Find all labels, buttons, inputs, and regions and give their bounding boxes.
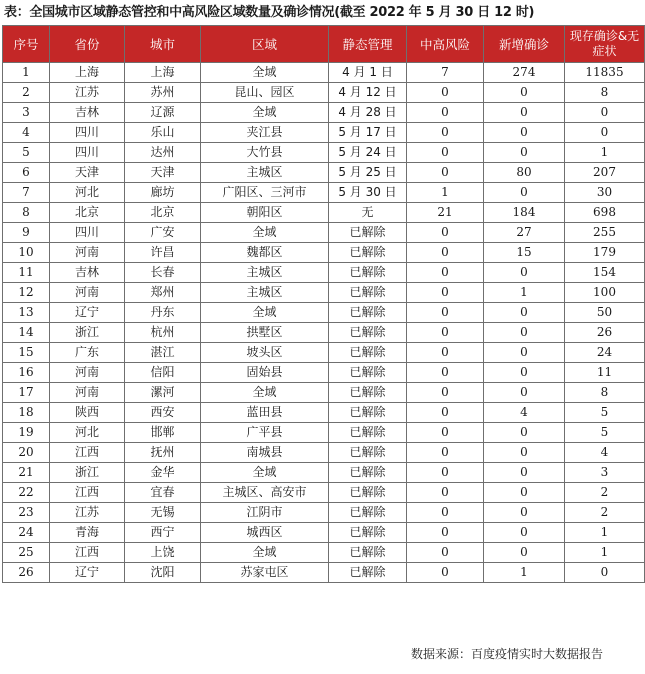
cell-existing-cases: 8 xyxy=(565,383,645,403)
cell-static-management: 已解除 xyxy=(329,383,407,403)
cell-city: 乐山 xyxy=(125,123,201,143)
cell-static-management: 已解除 xyxy=(329,423,407,443)
table-row xyxy=(3,323,645,343)
cell-city: 无锡 xyxy=(125,503,201,523)
cell-risk-areas: 0 xyxy=(407,143,484,163)
cell-province: 河北 xyxy=(50,423,125,443)
table-row xyxy=(3,103,645,123)
cell-static-management: 5 月 17 日 xyxy=(329,123,407,143)
cell-static-management: 4 月 12 日 xyxy=(329,83,407,103)
header-row xyxy=(3,26,645,63)
cell-risk-areas: 0 xyxy=(407,543,484,563)
cell-area: 南城县 xyxy=(201,443,329,463)
cell-new-cases: 27 xyxy=(484,223,565,243)
cell-index: 24 xyxy=(3,523,50,543)
cell-index: 14 xyxy=(3,323,50,343)
cell-area: 主城区 xyxy=(201,263,329,283)
cell-static-management: 5 月 25 日 xyxy=(329,163,407,183)
cell-static-management: 4 月 1 日 xyxy=(329,63,407,83)
cell-area: 全域 xyxy=(201,223,329,243)
cell-city: 北京 xyxy=(125,203,201,223)
cell-index: 3 xyxy=(3,103,50,123)
table-row xyxy=(3,463,645,483)
cell-risk-areas: 0 xyxy=(407,123,484,143)
cell-risk-areas: 21 xyxy=(407,203,484,223)
cell-existing-cases: 0 xyxy=(565,103,645,123)
cell-existing-cases: 30 xyxy=(565,183,645,203)
table-row xyxy=(3,263,645,283)
cell-area: 坡头区 xyxy=(201,343,329,363)
cell-new-cases: 15 xyxy=(484,243,565,263)
table-row xyxy=(3,363,645,383)
cell-new-cases: 0 xyxy=(484,523,565,543)
cell-index: 7 xyxy=(3,183,50,203)
cell-index: 12 xyxy=(3,283,50,303)
cell-city: 长春 xyxy=(125,263,201,283)
cell-new-cases: 1 xyxy=(484,563,565,583)
table-row xyxy=(3,483,645,503)
cell-area: 全域 xyxy=(201,543,329,563)
cell-province: 浙江 xyxy=(50,463,125,483)
cell-new-cases: 274 xyxy=(484,63,565,83)
cell-city: 沈阳 xyxy=(125,563,201,583)
cell-static-management: 已解除 xyxy=(329,543,407,563)
cell-city: 西安 xyxy=(125,403,201,423)
cell-risk-areas: 0 xyxy=(407,163,484,183)
cell-static-management: 已解除 xyxy=(329,303,407,323)
cell-risk-areas: 0 xyxy=(407,383,484,403)
cell-risk-areas: 0 xyxy=(407,363,484,383)
cell-province: 江苏 xyxy=(50,503,125,523)
cell-city: 达州 xyxy=(125,143,201,163)
cell-static-management: 已解除 xyxy=(329,283,407,303)
cell-index: 21 xyxy=(3,463,50,483)
cell-area: 蓝田县 xyxy=(201,403,329,423)
cell-province: 四川 xyxy=(50,123,125,143)
cell-risk-areas: 0 xyxy=(407,323,484,343)
table-row xyxy=(3,63,645,83)
cell-existing-cases: 255 xyxy=(565,223,645,243)
cell-city: 苏州 xyxy=(125,83,201,103)
cell-city: 郑州 xyxy=(125,283,201,303)
cell-province: 四川 xyxy=(50,223,125,243)
table-row xyxy=(3,283,645,303)
cell-risk-areas: 7 xyxy=(407,63,484,83)
cell-index: 17 xyxy=(3,383,50,403)
cell-existing-cases: 5 xyxy=(565,423,645,443)
cell-city: 杭州 xyxy=(125,323,201,343)
cell-existing-cases: 1 xyxy=(565,523,645,543)
cell-new-cases: 0 xyxy=(484,343,565,363)
cell-city: 许昌 xyxy=(125,243,201,263)
cell-new-cases: 0 xyxy=(484,103,565,123)
cell-risk-areas: 0 xyxy=(407,463,484,483)
table-row xyxy=(3,563,645,583)
cell-province: 四川 xyxy=(50,143,125,163)
cell-static-management: 已解除 xyxy=(329,323,407,343)
cell-index: 19 xyxy=(3,423,50,443)
cell-city: 邯郸 xyxy=(125,423,201,443)
cell-existing-cases: 100 xyxy=(565,283,645,303)
table-row xyxy=(3,243,645,263)
cell-province: 河南 xyxy=(50,243,125,263)
cell-existing-cases: 26 xyxy=(565,323,645,343)
cell-index: 16 xyxy=(3,363,50,383)
table-row xyxy=(3,163,645,183)
cell-static-management: 已解除 xyxy=(329,503,407,523)
cell-new-cases: 0 xyxy=(484,183,565,203)
cell-province: 陕西 xyxy=(50,403,125,423)
cell-area: 拱墅区 xyxy=(201,323,329,343)
cell-area: 大竹县 xyxy=(201,143,329,163)
cell-risk-areas: 0 xyxy=(407,523,484,543)
cell-new-cases: 0 xyxy=(484,323,565,343)
cell-risk-areas: 0 xyxy=(407,403,484,423)
cell-existing-cases: 11 xyxy=(565,363,645,383)
cell-area: 全域 xyxy=(201,303,329,323)
table-title: 表：全国城市区域静态管控和中高风险区域数量及确诊情况(截至 2022 年 5 月 30 日 12 时) xyxy=(4,5,535,20)
cell-existing-cases: 11835 xyxy=(565,63,645,83)
cell-new-cases: 0 xyxy=(484,443,565,463)
cell-existing-cases: 1 xyxy=(565,143,645,163)
cell-index: 9 xyxy=(3,223,50,243)
cell-area: 苏家屯区 xyxy=(201,563,329,583)
cell-static-management: 无 xyxy=(329,203,407,223)
cell-risk-areas: 0 xyxy=(407,563,484,583)
cell-existing-cases: 698 xyxy=(565,203,645,223)
cell-new-cases: 0 xyxy=(484,263,565,283)
header-new-cases: 新增确诊 xyxy=(484,26,565,63)
cell-province: 江西 xyxy=(50,543,125,563)
cell-risk-areas: 0 xyxy=(407,423,484,443)
cell-static-management: 已解除 xyxy=(329,223,407,243)
cell-static-management: 已解除 xyxy=(329,523,407,543)
cell-index: 2 xyxy=(3,83,50,103)
cell-risk-areas: 1 xyxy=(407,183,484,203)
cell-city: 上海 xyxy=(125,63,201,83)
cell-new-cases: 1 xyxy=(484,283,565,303)
cell-new-cases: 0 xyxy=(484,83,565,103)
header-existing-cases: 现存确诊&无症状 xyxy=(565,26,645,63)
cell-static-management: 已解除 xyxy=(329,483,407,503)
cell-area: 主城区 xyxy=(201,163,329,183)
cell-area: 全域 xyxy=(201,463,329,483)
table-row xyxy=(3,143,645,163)
cell-static-management: 已解除 xyxy=(329,263,407,283)
header-static-management: 静态管理 xyxy=(329,26,407,63)
cell-existing-cases: 179 xyxy=(565,243,645,263)
cell-new-cases: 0 xyxy=(484,483,565,503)
cell-city: 抚州 xyxy=(125,443,201,463)
cell-new-cases: 4 xyxy=(484,403,565,423)
cell-index: 23 xyxy=(3,503,50,523)
cell-index: 25 xyxy=(3,543,50,563)
cell-city: 天津 xyxy=(125,163,201,183)
cell-province: 河北 xyxy=(50,183,125,203)
cell-risk-areas: 0 xyxy=(407,503,484,523)
table-row xyxy=(3,523,645,543)
cell-area: 广阳区、三河市 xyxy=(201,183,329,203)
header-index: 序号 xyxy=(3,26,50,63)
cell-province: 辽宁 xyxy=(50,563,125,583)
header-risk-areas: 中高风险 xyxy=(407,26,484,63)
cell-area: 全域 xyxy=(201,63,329,83)
table-row xyxy=(3,303,645,323)
cell-index: 4 xyxy=(3,123,50,143)
cell-area: 全域 xyxy=(201,103,329,123)
cell-province: 天津 xyxy=(50,163,125,183)
cell-city: 信阳 xyxy=(125,363,201,383)
cell-city: 湛江 xyxy=(125,343,201,363)
cell-static-management: 4 月 28 日 xyxy=(329,103,407,123)
table-row xyxy=(3,183,645,203)
cell-index: 10 xyxy=(3,243,50,263)
cell-province: 河南 xyxy=(50,363,125,383)
cell-city: 漯河 xyxy=(125,383,201,403)
cell-province: 上海 xyxy=(50,63,125,83)
cell-risk-areas: 0 xyxy=(407,263,484,283)
cell-city: 广安 xyxy=(125,223,201,243)
cell-index: 13 xyxy=(3,303,50,323)
source-note: 数据来源：百度疫情实时大数据报告 xyxy=(410,647,603,661)
cell-area: 江阴市 xyxy=(201,503,329,523)
cell-static-management: 已解除 xyxy=(329,363,407,383)
header-city: 城市 xyxy=(125,26,201,63)
cell-existing-cases: 3 xyxy=(565,463,645,483)
cell-province: 辽宁 xyxy=(50,303,125,323)
cell-area: 昆山、园区 xyxy=(201,83,329,103)
cell-area: 夹江县 xyxy=(201,123,329,143)
cell-risk-areas: 0 xyxy=(407,303,484,323)
table-row xyxy=(3,123,645,143)
header-area: 区域 xyxy=(201,26,329,63)
cell-city: 廊坊 xyxy=(125,183,201,203)
cell-province: 吉林 xyxy=(50,263,125,283)
cell-area: 魏都区 xyxy=(201,243,329,263)
cell-index: 15 xyxy=(3,343,50,363)
table-row xyxy=(3,403,645,423)
cell-new-cases: 0 xyxy=(484,383,565,403)
cell-city: 西宁 xyxy=(125,523,201,543)
cell-index: 20 xyxy=(3,443,50,463)
cell-static-management: 已解除 xyxy=(329,243,407,263)
cell-province: 广东 xyxy=(50,343,125,363)
cell-new-cases: 0 xyxy=(484,503,565,523)
cell-static-management: 已解除 xyxy=(329,343,407,363)
cell-province: 江西 xyxy=(50,443,125,463)
table-row xyxy=(3,83,645,103)
table-row xyxy=(3,203,645,223)
cell-risk-areas: 0 xyxy=(407,483,484,503)
cell-city: 宜春 xyxy=(125,483,201,503)
cell-existing-cases: 2 xyxy=(565,503,645,523)
cell-area: 广平县 xyxy=(201,423,329,443)
table-row xyxy=(3,423,645,443)
cell-province: 河南 xyxy=(50,383,125,403)
cell-province: 江苏 xyxy=(50,83,125,103)
table-row xyxy=(3,223,645,243)
cell-city: 金华 xyxy=(125,463,201,483)
cell-area: 主城区、高安市 xyxy=(201,483,329,503)
cell-province: 河南 xyxy=(50,283,125,303)
cell-index: 22 xyxy=(3,483,50,503)
cell-existing-cases: 0 xyxy=(565,563,645,583)
cell-risk-areas: 0 xyxy=(407,443,484,463)
cell-new-cases: 80 xyxy=(484,163,565,183)
cell-new-cases: 0 xyxy=(484,303,565,323)
cell-existing-cases: 5 xyxy=(565,403,645,423)
cell-index: 5 xyxy=(3,143,50,163)
cell-province: 吉林 xyxy=(50,103,125,123)
table-row xyxy=(3,543,645,563)
cell-area: 朝阳区 xyxy=(201,203,329,223)
cell-existing-cases: 4 xyxy=(565,443,645,463)
cell-province: 青海 xyxy=(50,523,125,543)
cell-risk-areas: 0 xyxy=(407,83,484,103)
cell-city: 丹东 xyxy=(125,303,201,323)
cell-new-cases: 0 xyxy=(484,123,565,143)
cell-new-cases: 0 xyxy=(484,463,565,483)
cell-index: 1 xyxy=(3,63,50,83)
cell-existing-cases: 207 xyxy=(565,163,645,183)
table-row xyxy=(3,383,645,403)
cell-province: 江西 xyxy=(50,483,125,503)
table-body xyxy=(3,63,645,583)
cell-existing-cases: 0 xyxy=(565,123,645,143)
cell-index: 11 xyxy=(3,263,50,283)
cell-static-management: 已解除 xyxy=(329,403,407,423)
cell-existing-cases: 2 xyxy=(565,483,645,503)
cell-area: 主城区 xyxy=(201,283,329,303)
cell-static-management: 已解除 xyxy=(329,443,407,463)
cell-risk-areas: 0 xyxy=(407,243,484,263)
cell-existing-cases: 8 xyxy=(565,83,645,103)
cell-static-management: 5 月 30 日 xyxy=(329,183,407,203)
cell-province: 北京 xyxy=(50,203,125,223)
cell-province: 浙江 xyxy=(50,323,125,343)
cell-index: 8 xyxy=(3,203,50,223)
cell-new-cases: 0 xyxy=(484,143,565,163)
cell-static-management: 5 月 24 日 xyxy=(329,143,407,163)
cell-static-management: 已解除 xyxy=(329,463,407,483)
cell-existing-cases: 24 xyxy=(565,343,645,363)
table-row xyxy=(3,443,645,463)
cell-city: 辽源 xyxy=(125,103,201,123)
cell-new-cases: 184 xyxy=(484,203,565,223)
cell-existing-cases: 50 xyxy=(565,303,645,323)
cell-risk-areas: 0 xyxy=(407,283,484,303)
cell-risk-areas: 0 xyxy=(407,103,484,123)
table-row xyxy=(3,343,645,363)
cell-index: 26 xyxy=(3,563,50,583)
cell-index: 6 xyxy=(3,163,50,183)
cell-existing-cases: 1 xyxy=(565,543,645,563)
cell-area: 城西区 xyxy=(201,523,329,543)
cell-risk-areas: 0 xyxy=(407,223,484,243)
cell-index: 18 xyxy=(3,403,50,423)
cell-city: 上饶 xyxy=(125,543,201,563)
cell-new-cases: 0 xyxy=(484,363,565,383)
table-row xyxy=(3,503,645,523)
cell-static-management: 已解除 xyxy=(329,563,407,583)
cell-risk-areas: 0 xyxy=(407,343,484,363)
cell-new-cases: 0 xyxy=(484,423,565,443)
data-table xyxy=(2,25,645,583)
cell-area: 固始县 xyxy=(201,363,329,383)
cell-area: 全域 xyxy=(201,383,329,403)
cell-new-cases: 0 xyxy=(484,543,565,563)
cell-existing-cases: 154 xyxy=(565,263,645,283)
header-province: 省份 xyxy=(50,26,125,63)
